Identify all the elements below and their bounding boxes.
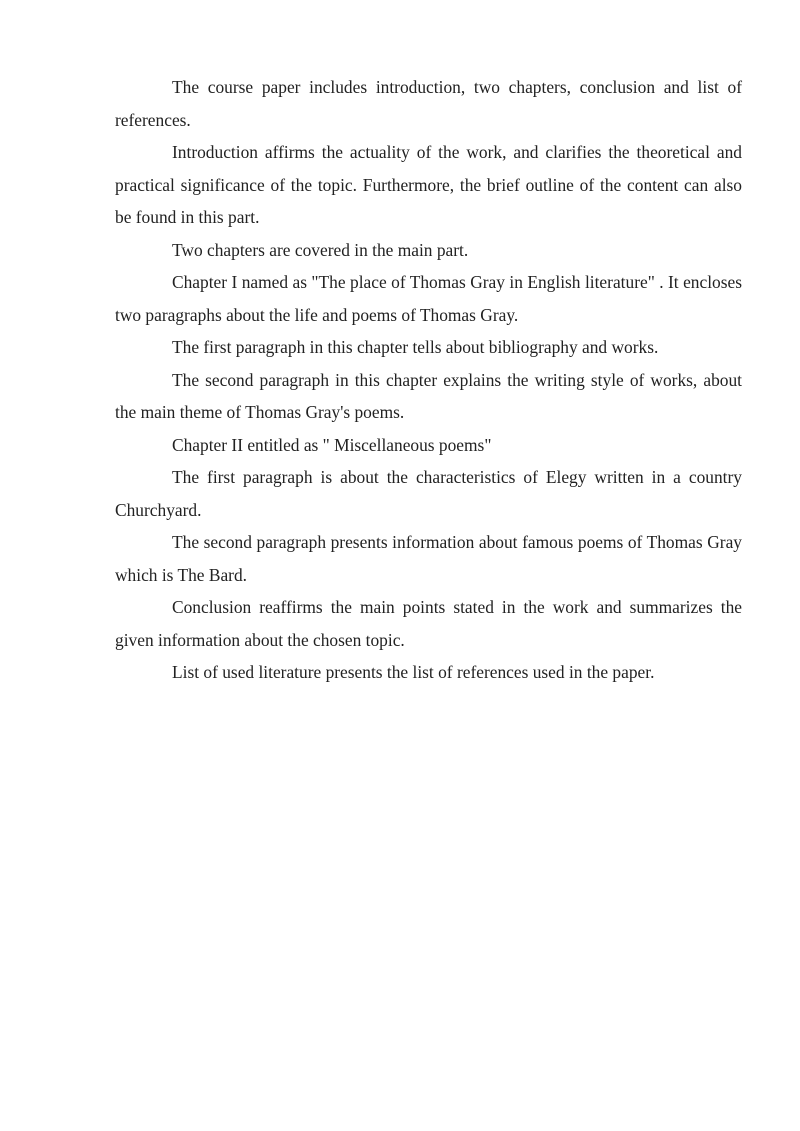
paragraph-chapter-one: Chapter I named as "The place of Thomas Gray in English literature" . It encloses two paragraphs about the life and poems of Thomas Gray. xyxy=(115,272,742,325)
paragraph-chapter-two: Chapter II entitled as " Miscellaneous poems" xyxy=(172,434,492,455)
paragraph-conclusion: Conclusion reaffirms the main points stated in the work and summarizes the given information about the chosen topic. xyxy=(115,597,742,650)
paragraph-chapter-one-second: The second paragraph in this chapter explains the writing style of works, about the main theme of Thomas Gray's poems. xyxy=(115,369,742,422)
paragraph-chapter-two-second: The second paragraph presents information about famous poems of Thomas Gray which is The Bard. xyxy=(115,532,742,585)
paragraph-chapter-two-first: The first paragraph is about the characteristics of Elegy written in a country Churchyard. xyxy=(115,467,742,520)
paragraph-main-part: Two chapters are covered in the main part. xyxy=(172,239,469,260)
paragraph-introduction: Introduction affirms the actuality of the work, and clarifies the theoretical and practical significance of the topic. Furthermore, the brief outline of the content can also be found in this part. xyxy=(115,142,742,227)
paragraph-literature-list: List of used literature presents the list of references used in the paper. xyxy=(172,662,655,682)
document-body xyxy=(115,71,742,689)
paragraph-structure-overview: The course paper includes introduction, two chapters, conclusion and list of references. xyxy=(115,77,742,130)
paragraph-chapter-one-first: The first paragraph in this chapter tells about bibliography and works. xyxy=(172,337,659,357)
